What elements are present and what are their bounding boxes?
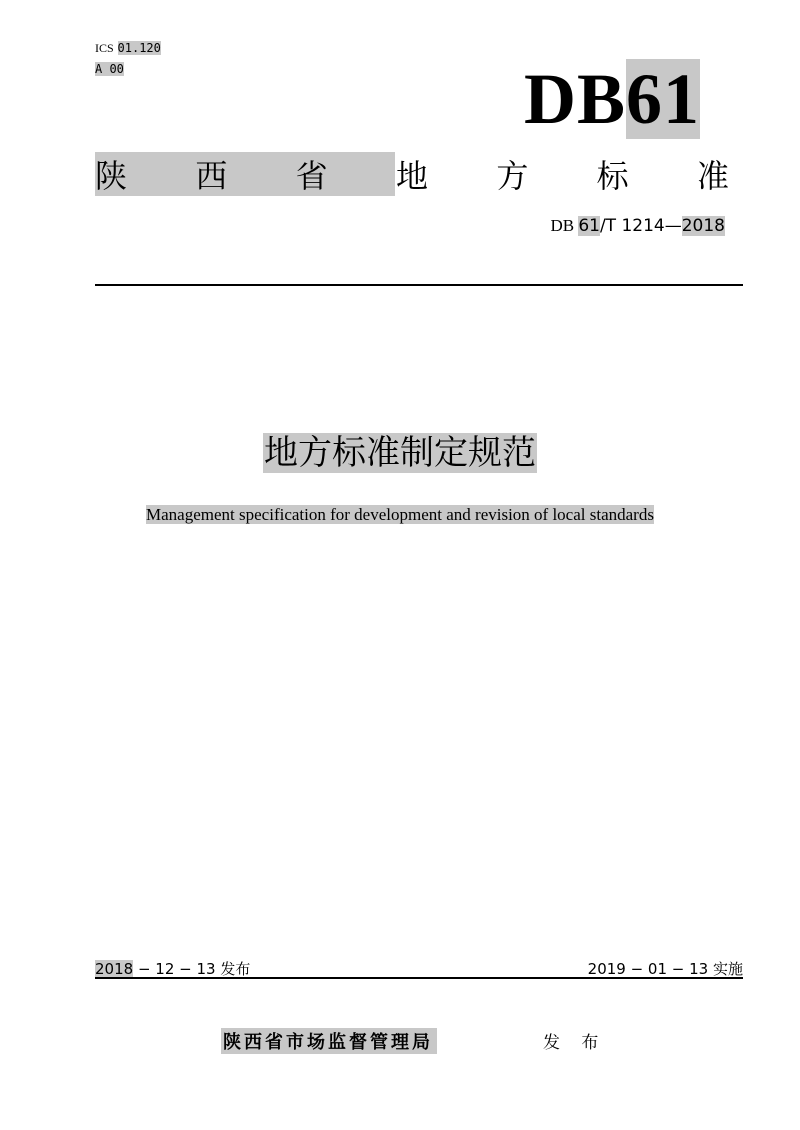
classification-code: A 00 <box>95 62 124 76</box>
standard-number <box>550 216 725 236</box>
document-title-en-text: Management specification for development and revision of local standards <box>146 505 654 524</box>
issue-date <box>95 958 250 979</box>
document-title-en <box>0 504 800 526</box>
issue-label: 发布 <box>220 960 251 978</box>
title-char: 方 <box>496 157 529 195</box>
document-title-zh-text: 地方标准制定规范 <box>264 433 536 473</box>
title-char: 西 <box>195 157 228 195</box>
std-number-prefix: DB <box>550 216 579 235</box>
title-char: 标 <box>596 157 629 195</box>
std-number-code: 61 <box>578 216 600 236</box>
title-char: 地 <box>395 157 428 195</box>
standard-type-title <box>95 152 729 196</box>
publisher-name: 陕西省市场监督管理局 <box>221 1028 437 1054</box>
logo-61-text: 61 <box>626 59 701 139</box>
bottom-divider <box>95 977 743 979</box>
logo-db-text: DB <box>524 59 627 139</box>
std-number-year: 2018 <box>681 216 725 236</box>
title-char: 省 <box>295 157 328 195</box>
implementation-label: 实施 <box>712 960 743 978</box>
std-number-rest: /T 1214— <box>599 216 682 236</box>
implementation-date-value: 2019 − 01 − 13 <box>587 960 713 978</box>
implementation-date <box>588 958 743 979</box>
document-title-zh <box>0 428 800 478</box>
issue-year: 2018 <box>95 960 134 978</box>
title-char: 陕 <box>95 157 128 195</box>
ics-code-line <box>95 41 161 55</box>
top-divider <box>95 284 743 286</box>
title-char: 准 <box>696 157 729 195</box>
db61-logo <box>524 60 700 138</box>
issue-month-day: − 12 − 13 <box>133 960 221 978</box>
ics-label: ICS <box>95 41 114 55</box>
ics-code: 01.120 <box>117 41 161 55</box>
publish-label: 发 布 <box>543 1033 607 1053</box>
